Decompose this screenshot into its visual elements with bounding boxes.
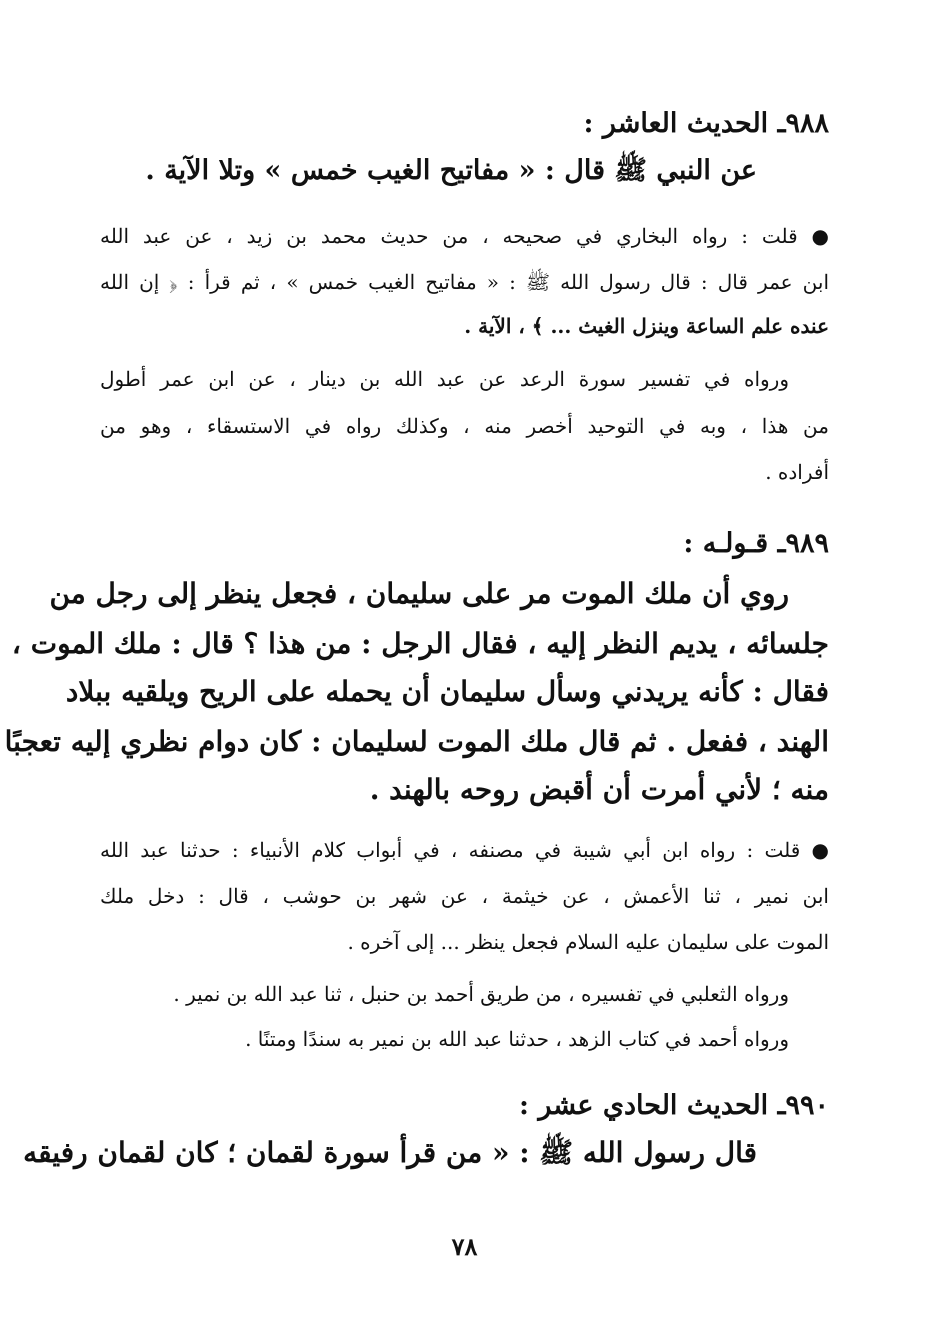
hadith-988-heading: ٩٨٨ـ الحديث العاشر : xyxy=(583,108,829,139)
hadith-989-note-line-3: الموت على سليمان عليه السلام فجعل ينظر ... إلى آخره . xyxy=(347,930,829,954)
hadith-989-text-line-3: فقال : كأنه يريدني وسأل سليمان أن يحمله على الريح ويلقيه ببلاد xyxy=(65,675,829,708)
hadith-989-note-line-1: ● قلت : رواه ابن أبي شيبة في مصنفه ، في أبواب كلام الأنبياء : حدثنا عبد الله xyxy=(100,838,829,862)
hadith-989-text-line-4: الهند ، ففعل . ثم قال ملك الموت لسليمان : كان دوام نظري إليه تعجبًا xyxy=(4,725,829,758)
hadith-989-note-line-5: ورواه أحمد في كتاب الزهد ، حدثنا عبد الله بن نمير به سندًا ومتنًا . xyxy=(245,1027,789,1051)
hadith-988-note-line-6: أفراده . xyxy=(765,460,829,484)
hadith-988-text: عن النبي ﷺ قال : « مفاتيح الغيب خمس » وتلا الآية . xyxy=(145,155,757,186)
hadith-989-note-line-2: ابن نمير ، ثنا الأعمش ، عن خيثمة ، عن شهر بن حوشب ، قال : دخل ملك xyxy=(100,884,829,908)
hadith-990-heading: ٩٩٠ـ الحديث الحادي عشر : xyxy=(519,1090,829,1121)
hadith-988-note-line-5: من هذا ، وبه في التوحيد أخصر منه ، وكذلك رواه في الاستسقاء ، وهو من xyxy=(100,414,829,438)
hadith-988-note-line-4: ورواه في تفسير سورة الرعد عن عبد الله بن دينار ، عن ابن عمر أطول xyxy=(100,367,789,391)
hadith-989-note-line-4: ورواه الثعلبي في تفسيره ، من طريق أحمد بن حنبل ، ثنا عبد الله بن نمير . xyxy=(173,982,789,1006)
hadith-989-text-line-5: منه ؛ لأني أمرت أن أقبض روحه بالهند . xyxy=(369,773,829,806)
hadith-988-note-line-3: عنده علم الساعة وينزل الغيث ... ﴾ ، الآية . xyxy=(464,314,829,338)
page-number: ٧٨ xyxy=(451,1232,478,1261)
hadith-988-note-line-2: ابن عمر قال : قال رسول الله ﷺ : « مفاتيح الغيب خمس » ، ثم قرأ : ﴿ إن الله xyxy=(100,270,830,294)
hadith-989-text-line-1: روي أن ملك الموت مر على سليمان ، فجعل ينظر إلى رجل من xyxy=(49,577,789,610)
hadith-989-heading: ٩٨٩ـ قـولـه : xyxy=(683,528,829,559)
hadith-989-text-line-2: جلسائه ، يديم النظر إليه ، فقال الرجل : من هذا ؟ قال : ملك الموت ، xyxy=(11,627,829,660)
hadith-990-text: قال رسول الله ﷺ : « من قرأ سورة لقمان ؛ كان لقمان رفيقه xyxy=(23,1136,757,1169)
hadith-988-note-line-1: ● قلت : رواه البخاري في صحيحه ، من حديث محمد بن زيد ، عن عبد الله xyxy=(100,224,829,248)
